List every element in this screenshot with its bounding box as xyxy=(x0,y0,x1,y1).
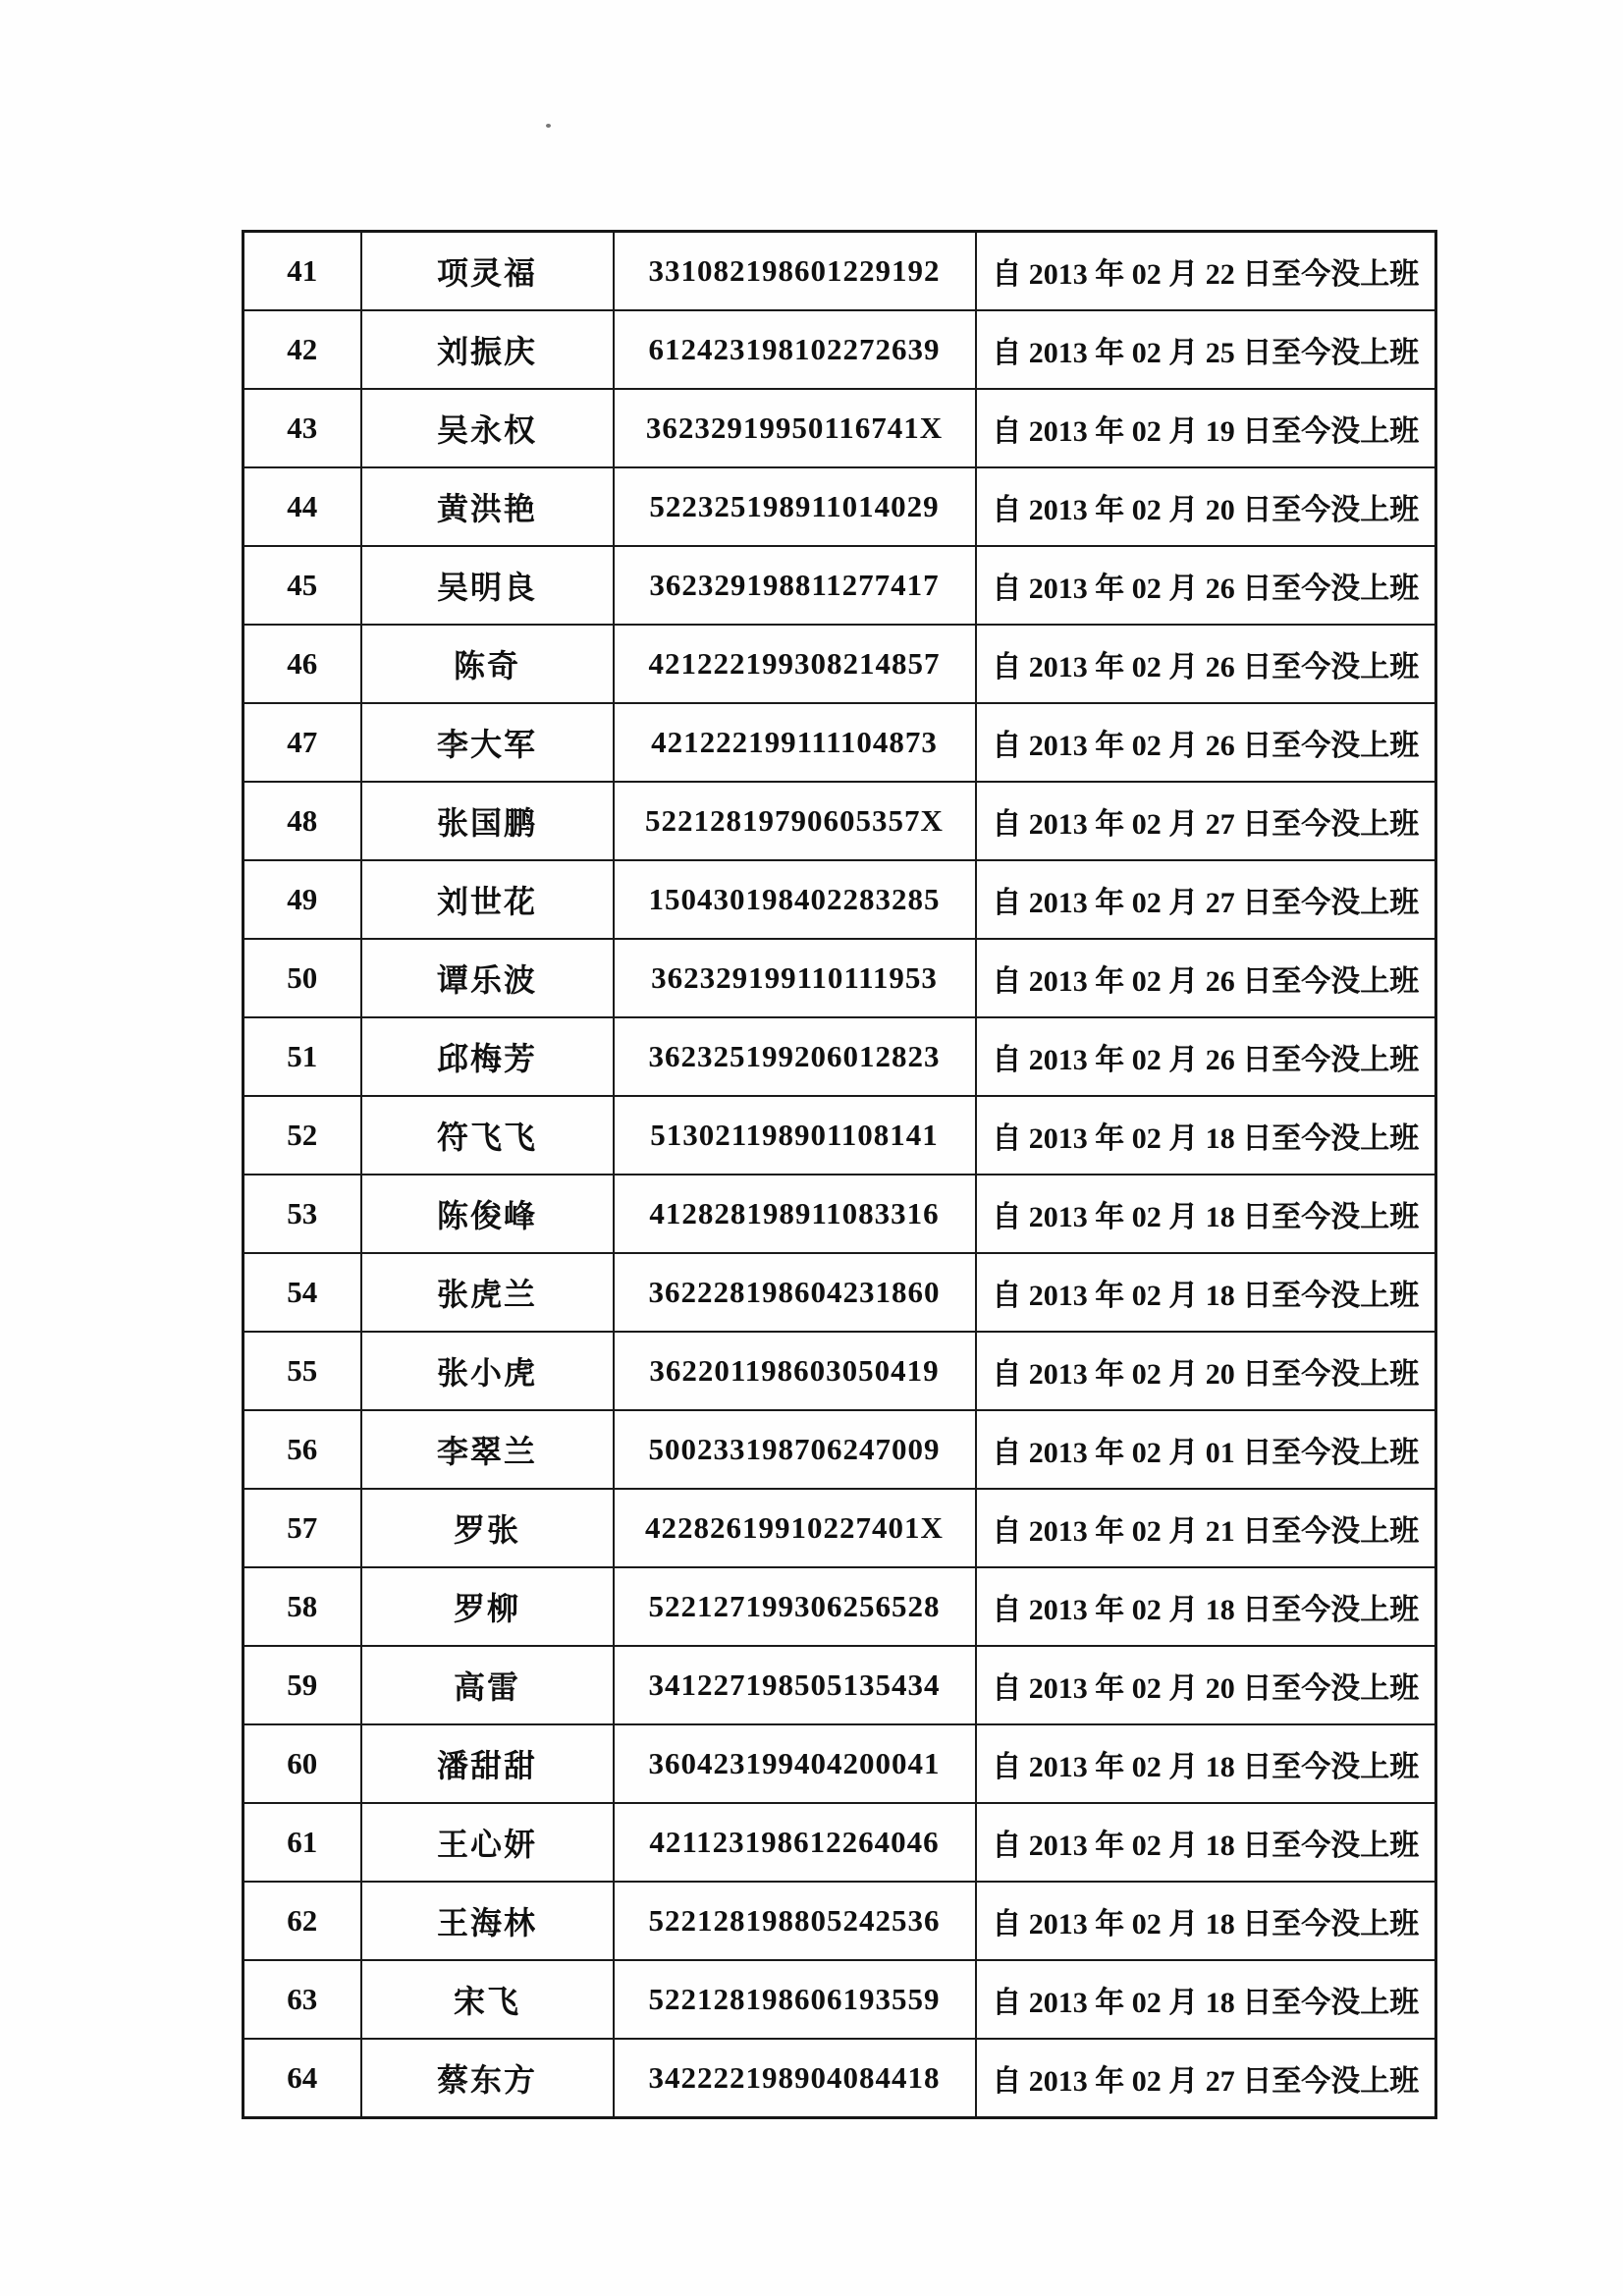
id-number-cell: 421222199111104873 xyxy=(614,703,976,782)
row-index-cell: 55 xyxy=(243,1332,361,1410)
status-cell: 自 2013 年 02 月 18 日至今没上班 xyxy=(976,1960,1436,2039)
id-number-cell: 360423199404200041 xyxy=(614,1724,976,1803)
name-cell: 吴明良 xyxy=(361,546,614,625)
attendance-roster-table xyxy=(242,230,1437,2119)
status-cell: 自 2013 年 02 月 18 日至今没上班 xyxy=(976,1096,1436,1175)
row-index-cell: 41 xyxy=(243,232,361,311)
status-cell: 自 2013 年 02 月 26 日至今没上班 xyxy=(976,546,1436,625)
row-index-cell: 50 xyxy=(243,939,361,1017)
id-number-cell: 412828198911083316 xyxy=(614,1175,976,1253)
id-number-cell: 421123198612264046 xyxy=(614,1803,976,1882)
table-row xyxy=(243,467,1436,546)
status-cell: 自 2013 年 02 月 20 日至今没上班 xyxy=(976,1332,1436,1410)
table-row xyxy=(243,1332,1436,1410)
id-number-cell: 522128198805242536 xyxy=(614,1882,976,1960)
row-index-cell: 61 xyxy=(243,1803,361,1882)
status-cell: 自 2013 年 02 月 27 日至今没上班 xyxy=(976,860,1436,939)
status-cell: 自 2013 年 02 月 26 日至今没上班 xyxy=(976,625,1436,703)
status-cell: 自 2013 年 02 月 18 日至今没上班 xyxy=(976,1253,1436,1332)
name-cell: 高雷 xyxy=(361,1646,614,1724)
row-index-cell: 56 xyxy=(243,1410,361,1489)
status-cell: 自 2013 年 02 月 20 日至今没上班 xyxy=(976,467,1436,546)
name-cell: 黄洪艳 xyxy=(361,467,614,546)
row-index-cell: 52 xyxy=(243,1096,361,1175)
row-index-cell: 64 xyxy=(243,2039,361,2118)
table-row xyxy=(243,1410,1436,1489)
table-row xyxy=(243,232,1436,311)
id-number-cell: 36232919950116741X xyxy=(614,389,976,467)
status-cell: 自 2013 年 02 月 01 日至今没上班 xyxy=(976,1410,1436,1489)
table-row xyxy=(243,860,1436,939)
table-row xyxy=(243,1017,1436,1096)
table-row xyxy=(243,939,1436,1017)
id-number-cell: 421222199308214857 xyxy=(614,625,976,703)
row-index-cell: 59 xyxy=(243,1646,361,1724)
id-number-cell: 513021198901108141 xyxy=(614,1096,976,1175)
name-cell: 王海林 xyxy=(361,1882,614,1960)
name-cell: 吴永权 xyxy=(361,389,614,467)
id-number-cell: 500233198706247009 xyxy=(614,1410,976,1489)
id-number-cell: 342222198904084418 xyxy=(614,2039,976,2118)
id-number-cell: 362329199110111953 xyxy=(614,939,976,1017)
row-index-cell: 54 xyxy=(243,1253,361,1332)
id-number-cell: 362201198603050419 xyxy=(614,1332,976,1410)
row-index-cell: 45 xyxy=(243,546,361,625)
name-cell: 宋飞 xyxy=(361,1960,614,2039)
row-index-cell: 47 xyxy=(243,703,361,782)
name-cell: 李翠兰 xyxy=(361,1410,614,1489)
table-row xyxy=(243,546,1436,625)
name-cell: 刘世花 xyxy=(361,860,614,939)
id-number-cell: 362228198604231860 xyxy=(614,1253,976,1332)
status-cell: 自 2013 年 02 月 18 日至今没上班 xyxy=(976,1882,1436,1960)
table-row xyxy=(243,1960,1436,2039)
row-index-cell: 63 xyxy=(243,1960,361,2039)
roster-table-body xyxy=(243,232,1436,2118)
table-row xyxy=(243,703,1436,782)
id-number-cell: 522127199306256528 xyxy=(614,1567,976,1646)
table-row xyxy=(243,2039,1436,2118)
name-cell: 陈俊峰 xyxy=(361,1175,614,1253)
name-cell: 邱梅芳 xyxy=(361,1017,614,1096)
name-cell: 刘振庆 xyxy=(361,310,614,389)
table-row xyxy=(243,1646,1436,1724)
row-index-cell: 58 xyxy=(243,1567,361,1646)
status-cell: 自 2013 年 02 月 18 日至今没上班 xyxy=(976,1175,1436,1253)
name-cell: 谭乐波 xyxy=(361,939,614,1017)
scan-speck xyxy=(546,124,551,128)
table-row xyxy=(243,1567,1436,1646)
name-cell: 王心妍 xyxy=(361,1803,614,1882)
row-index-cell: 51 xyxy=(243,1017,361,1096)
table-row xyxy=(243,1803,1436,1882)
row-index-cell: 62 xyxy=(243,1882,361,1960)
status-cell: 自 2013 年 02 月 22 日至今没上班 xyxy=(976,232,1436,311)
name-cell: 蔡东方 xyxy=(361,2039,614,2118)
table-row xyxy=(243,1489,1436,1567)
status-cell: 自 2013 年 02 月 26 日至今没上班 xyxy=(976,1017,1436,1096)
table-row xyxy=(243,1724,1436,1803)
status-cell: 自 2013 年 02 月 27 日至今没上班 xyxy=(976,2039,1436,2118)
status-cell: 自 2013 年 02 月 26 日至今没上班 xyxy=(976,939,1436,1017)
id-number-cell: 150430198402283285 xyxy=(614,860,976,939)
id-number-cell: 522325198911014029 xyxy=(614,467,976,546)
row-index-cell: 42 xyxy=(243,310,361,389)
id-number-cell: 52212819790605357X xyxy=(614,782,976,860)
name-cell: 陈奇 xyxy=(361,625,614,703)
row-index-cell: 53 xyxy=(243,1175,361,1253)
table-row xyxy=(243,1096,1436,1175)
table-row xyxy=(243,1175,1436,1253)
id-number-cell: 341227198505135434 xyxy=(614,1646,976,1724)
status-cell: 自 2013 年 02 月 26 日至今没上班 xyxy=(976,703,1436,782)
row-index-cell: 46 xyxy=(243,625,361,703)
name-cell: 张国鹏 xyxy=(361,782,614,860)
name-cell: 罗柳 xyxy=(361,1567,614,1646)
name-cell: 张小虎 xyxy=(361,1332,614,1410)
status-cell: 自 2013 年 02 月 20 日至今没上班 xyxy=(976,1646,1436,1724)
id-number-cell: 362325199206012823 xyxy=(614,1017,976,1096)
status-cell: 自 2013 年 02 月 18 日至今没上班 xyxy=(976,1724,1436,1803)
id-number-cell: 522128198606193559 xyxy=(614,1960,976,2039)
row-index-cell: 44 xyxy=(243,467,361,546)
name-cell: 项灵福 xyxy=(361,232,614,311)
id-number-cell: 612423198102272639 xyxy=(614,310,976,389)
id-number-cell: 362329198811277417 xyxy=(614,546,976,625)
status-cell: 自 2013 年 02 月 18 日至今没上班 xyxy=(976,1803,1436,1882)
status-cell: 自 2013 年 02 月 25 日至今没上班 xyxy=(976,310,1436,389)
table-row xyxy=(243,1882,1436,1960)
id-number-cell: 331082198601229192 xyxy=(614,232,976,311)
status-cell: 自 2013 年 02 月 19 日至今没上班 xyxy=(976,389,1436,467)
name-cell: 符飞飞 xyxy=(361,1096,614,1175)
status-cell: 自 2013 年 02 月 21 日至今没上班 xyxy=(976,1489,1436,1567)
row-index-cell: 60 xyxy=(243,1724,361,1803)
name-cell: 罗张 xyxy=(361,1489,614,1567)
name-cell: 李大军 xyxy=(361,703,614,782)
table-row xyxy=(243,782,1436,860)
table-row xyxy=(243,1253,1436,1332)
row-index-cell: 57 xyxy=(243,1489,361,1567)
status-cell: 自 2013 年 02 月 27 日至今没上班 xyxy=(976,782,1436,860)
row-index-cell: 48 xyxy=(243,782,361,860)
name-cell: 张虎兰 xyxy=(361,1253,614,1332)
table-row xyxy=(243,310,1436,389)
row-index-cell: 49 xyxy=(243,860,361,939)
id-number-cell: 42282619910227401X xyxy=(614,1489,976,1567)
name-cell: 潘甜甜 xyxy=(361,1724,614,1803)
table-row xyxy=(243,389,1436,467)
status-cell: 自 2013 年 02 月 18 日至今没上班 xyxy=(976,1567,1436,1646)
table-row xyxy=(243,625,1436,703)
row-index-cell: 43 xyxy=(243,389,361,467)
